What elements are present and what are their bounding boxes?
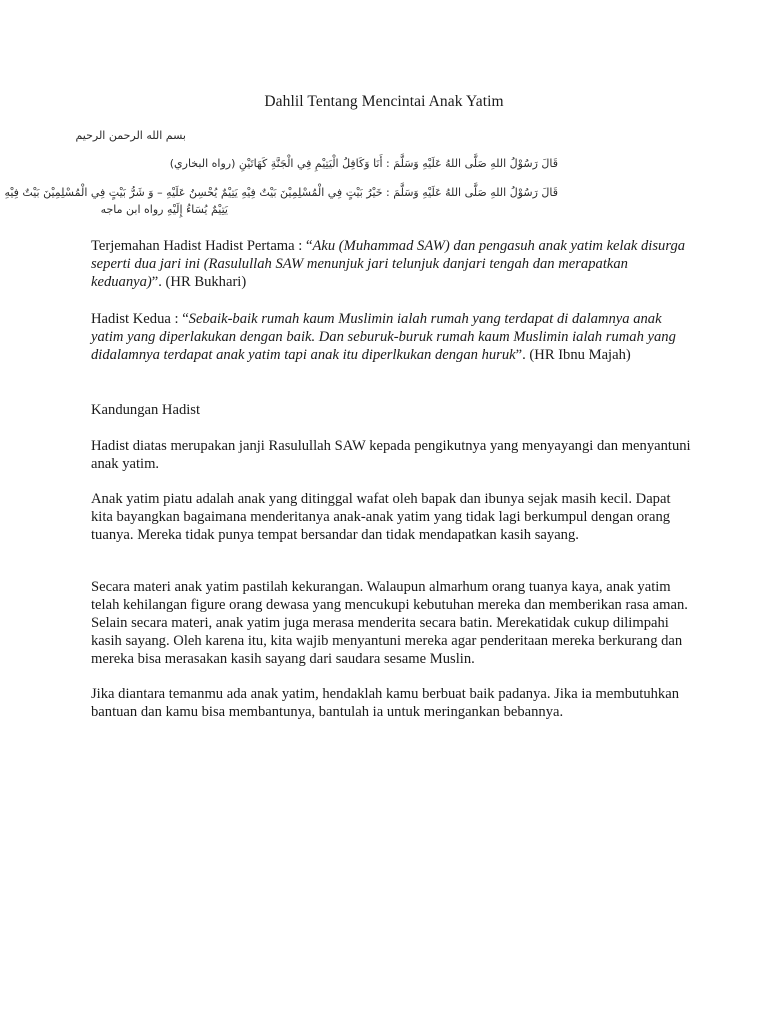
translation-second-quote: Sebaik-baik rumah kaum Muslimin ialah rumah yang terdapat di dalamnya anak yatim yang diperlakukan dengan baik. Dan seburuk-buruk rumah kaum Muslimin ialah rumah yang didalamnya terdapat anak yatim tapi anak itu diperlkukan dengan huruk xyxy=(91,311,676,363)
arabic-hadith-second-line1: قَالَ رَسُوْلُ اللهِ صَلَّى اللهُ عَلَيْهِ وَسَلَّمَ : خَيْرُ بَيْتٍ فِي الْمُسْلِمِيْنَ بَيْتٌ فِيْهِ يَتِيْمٌ يُحْسِنُ عَلَيْهِ – وَ شَرُّ بَيْتٍ فِي الْمُسْلِمِيْنَ بَيْتٌ فِيْهِ xyxy=(4,186,558,199)
arabic-basmala: بسم الله الرحمن الرحيم xyxy=(75,129,186,142)
paragraph-promise: Hadist diatas merupakan janji Rasulullah SAW kepada pengikutnya yang menyayangi dan menyantuni anak yatim. xyxy=(91,438,691,472)
translation-first-quote: Aku (Muhammad SAW) dan pengasuh anak yatim kelak disurga seperti dua jari ini (Rasulullah SAW menunjuk jari telunjuk danjari tengah dan merapatkan keduanya) xyxy=(91,238,686,290)
paragraph-orphan-definition: Anak yatim piatu adalah anak yang ditinggal wafat oleh bapak dan ibunya sejak masih kecil. Dapat kita bayangkan bagaimana menderitanya anak-anak yatim yang tidak lagi berkumpul dengan orang tuanya. Mereka tidak punya tempat bersandar dan tidak mendapatkan kasih sayang. xyxy=(91,491,671,543)
section-heading-kandungan: Kandungan Hadist xyxy=(91,402,201,418)
translation-first-source: ”. (HR Bukhari) xyxy=(151,274,247,290)
paragraph-translation-second xyxy=(91,310,691,364)
arabic-hadith-first: قَالَ رَسُوْلُ اللهِ صَلَّى اللهُ عَلَيْهِ وَسَلَّمَ : أَنَا وَكَافِلُ الْيَتِيْمِ فِي الْجَنَّةِ كَهَاتَيْنِ (رواه البخاري) xyxy=(169,157,558,170)
translation-second-prefix: Hadist Kedua : “ xyxy=(91,311,189,327)
translation-second-source: ”. (HR Ibnu Majah) xyxy=(515,347,631,363)
document-title: Dahlil Tentang Mencintai Anak Yatim xyxy=(264,93,504,110)
paragraph-material-needs: Secara materi anak yatim pastilah kekurangan. Walaupun almarhum orang tuanya kaya, anak yatim telah kehilangan figure orang dewasa yang mencukupi kebutuhan mereka dan memberikan rasa aman. Selain secara materi, anak yatim juga merasa menderita secara batin. Merekatidak cukup dilimpahi kasih sayang. Oleh karena itu, kita wajib menyantuni mereka agar penderitaan mereka berkurang dan mereka bisa merasakan kasih sayang dari saudara sesame Muslin. xyxy=(91,579,688,667)
paragraph-translation-first xyxy=(91,237,691,291)
translation-first-prefix: Terjemahan Hadist Hadist Pertama : “ xyxy=(91,238,313,254)
arabic-hadith-second-line2: يَتِيْمٌ يُسَاءُ إِلَيْهِ رواه ابن ماجه xyxy=(100,203,228,216)
paragraph-closing-advice: Jika diantara temanmu ada anak yatim, hendaklah kamu berbuat baik padanya. Jika ia membutuhkan bantuan dan kamu bisa membantunya, bantulah ia untuk meringankan bebannya. xyxy=(91,686,680,720)
